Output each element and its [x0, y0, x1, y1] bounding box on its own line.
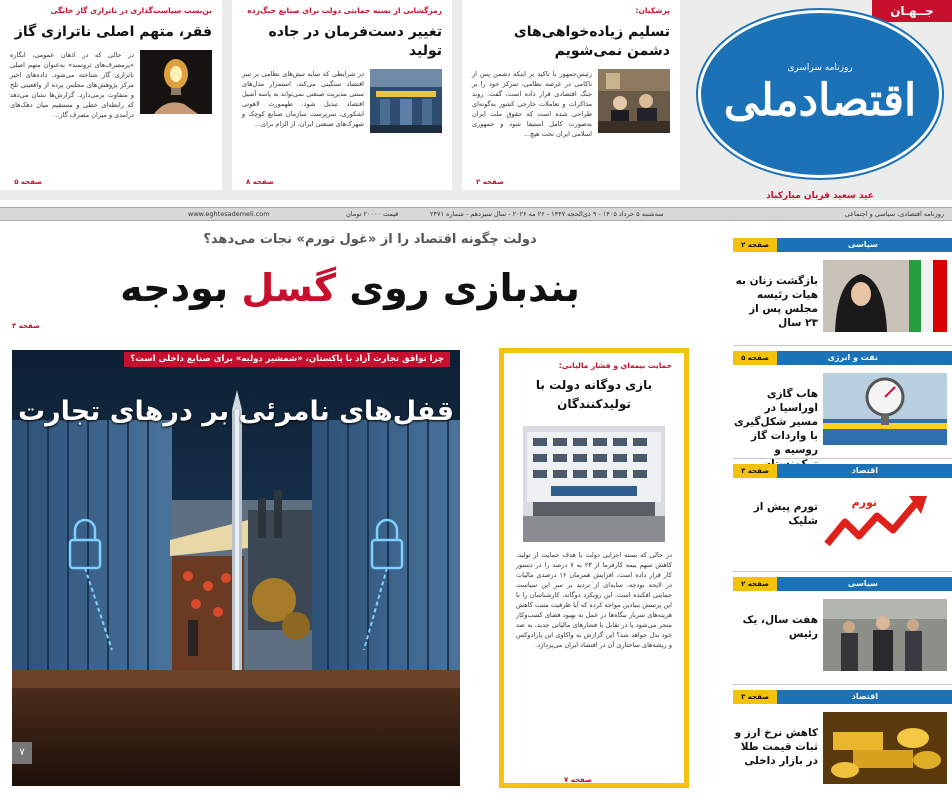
headline-red-word: گسل — [241, 266, 337, 310]
teaser-kicker: بن‌بست سیاست‌گذاری در ناترازی گاز خانگی — [50, 6, 212, 15]
headline-part-1: بندبازی روی — [336, 266, 580, 310]
sidebar-page[interactable]: صفحه ۳ — [733, 690, 777, 704]
teaser-body: در شرایطی که سایه تنش‌های نظامی بر سر اقتصاد سنگینی می‌کند، استمرار مدل‌های سنتی مدیریت صنعتی نمی‌تواند به پاسه آشیل اقتصاد تبدیل شود. طهمورث لاهوتی اشکوری، سرپرست سازمان صنایع کوچک و شهرک‌های صنعتی ایران، از الزام برای... — [242, 70, 364, 128]
masthead-tab: جــهـان — [872, 0, 952, 22]
main-superhead: دولت چگونه اقتصاد را از «غول تورم» نجات می‌دهد؟ — [203, 232, 537, 247]
website-url[interactable]: www.eghtesademeli.com — [188, 210, 270, 218]
headline-part-2: بودجه — [120, 266, 242, 310]
feature-kicker-label: چرا توافق تجارت آزاد با پاکستان، «شمشیر دولبه» برای صنایع داخلی است؟ — [124, 352, 450, 367]
building-photo — [523, 426, 665, 542]
teaser-page[interactable]: صفحه ۸ — [246, 178, 274, 186]
sidebar-page[interactable]: صفحه ۲ — [733, 577, 777, 591]
sidebar-headline: بازگشت زنان به هیات رئیسه مجلس پس از ۲۳ سال — [735, 275, 818, 329]
teaser-page[interactable]: صفحه ۵ — [14, 178, 42, 186]
masthead-tagline: روزنامه سراسری — [787, 62, 853, 73]
teaser-body: رئیس‌جمهور با تاکید بر اینکه دشمن پس از ناکامی در عرصه نظامی، تمرکز خود را بر جنگ اقتصادی قرار داده است، گفت: روند مذاکرات و تعاملات خارجی کشور به‌گونه‌ای طراحی شده است که حقوق ملت ایران به‌صورت کامل استیفا شود و جمهوری اسلامی ایران تحت هیچ... — [472, 70, 592, 138]
teaser-kicker: پزشکیان: — [635, 6, 670, 15]
feature-kicker — [12, 352, 460, 368]
meeting-photo — [598, 69, 670, 133]
sidebar-item-inflation[interactable] — [733, 460, 952, 572]
teaser-body: در حالی که در اذهان عمومی، انگاره «پرمصرف‌های ثروتمند» به‌عنوان متهم اصلی ناترازی گاز شناخته می‌شود، داده‌های اخیر مرکز پژوهش‌های مجلس پرده از واقعیتی تلخ و متفاوت برمی‌دارد. گزارش‌ها نشان می‌دهد که رابطه‌ای خطی و مستقیم میان دهک‌های درآمدی و میزان مصرف گاز... — [10, 51, 134, 119]
gas-gauge-photo — [823, 373, 947, 445]
sidebar-category: سیاسی — [847, 240, 878, 249]
sidebar-header — [733, 690, 952, 704]
sidebar — [733, 234, 952, 800]
sidebar-header — [733, 464, 952, 478]
teaser-kicker: رمزگشایی از بسته حمایتی دولت برای صنایع جنگ‌زده — [247, 6, 442, 15]
price-label: قیمت ۲۰۰۰۰ تومان — [346, 210, 399, 218]
teaser-headline: تغییر دست‌فرمان در جاده تولید — [268, 24, 442, 59]
sidebar-item-seven-years[interactable] — [733, 573, 952, 685]
sidebar-item-women-parliament[interactable] — [733, 234, 952, 346]
sidebar-header — [733, 577, 952, 591]
gold-coins-photo — [823, 712, 947, 784]
sidebar-page[interactable]: صفحه ۵ — [733, 351, 777, 365]
info-bar — [0, 207, 952, 221]
masthead — [688, 0, 952, 200]
middle-body: در حالی که بسته اجرایی دولت با هدف حمایت از تولید، کاهش سهم بیمه کارفرما از ۲۳ به ۷ درصد را در دستور کار قرار داده است، افزایش همزمان ۱۶ درصدی مالیات در لایحه بودجه، سایه‌ای از تردید بر سر این سیاست حمایتی افکنده است. این رویکرد دوگانه، کارشناسان را با این پرسش بنیادین مواجه کرده که آیا ظرفیت مثبت کاهش هزینه‌های سربار بنگاه‌ها در عمل به بهبود فضای کسب‌وکار منجر می‌شود یا در تقابل با فشارهای مالیاتی جدید، به ضد خود بدل خواهد شد؟ این گزارش به واکاوی این پارادوکس و ریشه‌های ساختاری آن در اقتصاد ایران می‌پردازد. — [516, 551, 673, 649]
teaser-headline: فقر، متهم اصلی ناترازی گاز — [14, 24, 212, 40]
feature-page-number[interactable]: ۷ — [12, 742, 32, 764]
sidebar-header — [733, 351, 952, 365]
middle-article[interactable] — [499, 348, 689, 788]
sidebar-headline: هفت سال، یک رئیس — [742, 614, 818, 640]
sidebar-category: اقتصاد — [851, 692, 878, 701]
sidebar-item-gold[interactable] — [733, 686, 952, 798]
sidebar-headline: کاهش نرخ ارز و ثبات قیمت طلا در بازار داخلی — [734, 727, 818, 767]
eid-greeting: عید سعید قربان مبارکباد — [766, 191, 874, 201]
sidebar-headline: هاب گازی اوراسیا در مسیر شکل‌گیری با واردات گاز روسیه و — [733, 388, 818, 456]
sidebar-page[interactable]: صفحه ۳ — [733, 464, 777, 478]
masthead-title: اقتصادملی — [723, 74, 917, 126]
main-headline[interactable] — [100, 266, 600, 310]
main-page-ref[interactable]: صفحه ۳ — [12, 322, 40, 330]
middle-kicker: حمایت بیمه‌ای و فشار مالیاتی: — [558, 361, 672, 370]
teaser-3[interactable] — [0, 0, 222, 190]
sidebar-header — [733, 238, 952, 252]
middle-headline: بازی دوگانه دولت با تولیدکنندگان — [535, 378, 653, 411]
lightbulb-photo — [140, 50, 212, 114]
sidebar-page[interactable]: صفحه ۲ — [733, 238, 777, 252]
paper-description: روزنامه اقتصادی، سیاسی و اجتماعی — [844, 210, 944, 218]
inflation-graphic-label: تورم — [851, 496, 877, 509]
officials-photo — [823, 599, 947, 671]
sidebar-headline: تورم پیش از شلیک — [753, 501, 818, 527]
factory-photo — [370, 69, 442, 133]
teaser-2[interactable] — [232, 0, 452, 190]
woman-portrait-photo — [823, 260, 947, 332]
sidebar-category: نفت و انرژی — [827, 353, 878, 362]
teaser-page[interactable]: صفحه ۲ — [476, 178, 504, 186]
teaser-headline: تسلیم زیاده‌خواهی‌های دشمن نمی‌شویم — [513, 24, 670, 59]
sidebar-category: اقتصاد — [851, 466, 878, 475]
middle-page[interactable]: صفحه ۷ — [564, 776, 592, 784]
sidebar-item-gas-hub[interactable] — [733, 347, 952, 459]
issue-date: سه‌شنبه ۵ خرداد ۱۴۰۵ - ۹ ذی‌الحجه ۱۴۴۷ - ۲۶ مه ۲۰۲۶ - سال سیزدهم - شماره ۲۴۷۱ — [430, 210, 664, 218]
masthead-logo — [698, 10, 942, 178]
inflation-arrow-graphic — [823, 486, 947, 558]
teaser-1[interactable] — [462, 0, 680, 190]
feature-title: قفل‌های نامرئی بر درهای تجارت — [17, 396, 454, 427]
sidebar-category: سیاسی — [847, 579, 878, 588]
